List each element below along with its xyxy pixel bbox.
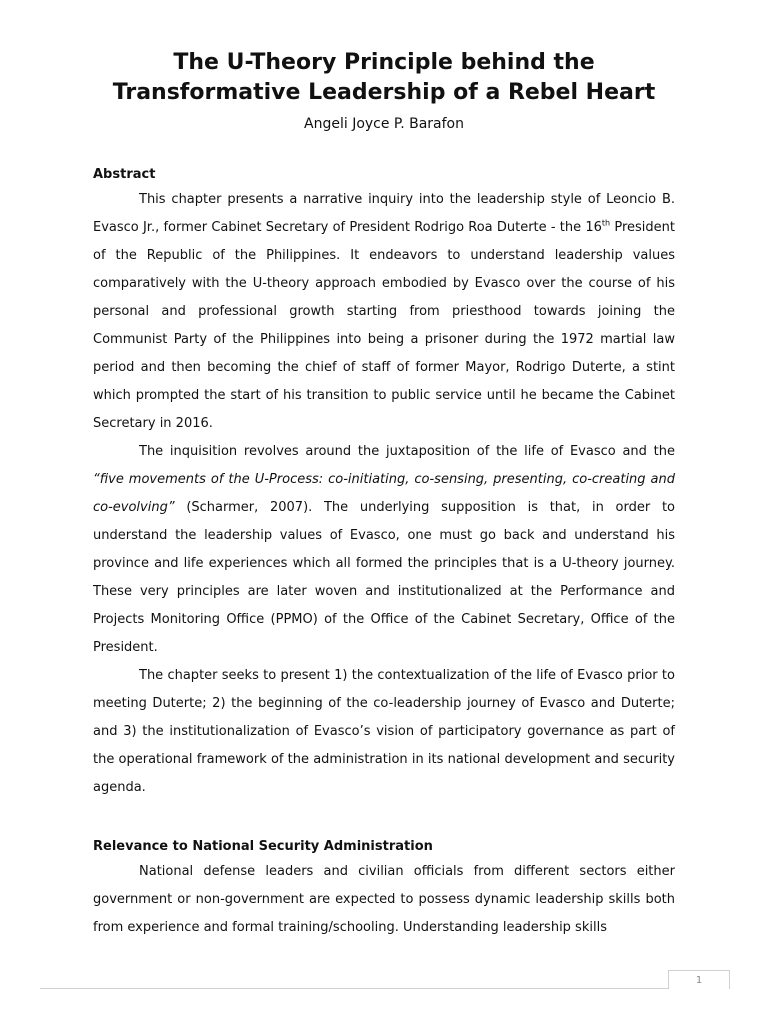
abstract-body bbox=[93, 186, 675, 802]
abstract-heading: Abstract bbox=[93, 167, 156, 182]
author-name: Angeli Joyce P. Barafon bbox=[304, 116, 464, 132]
abstract-p2-text-a: The inquisition revolves around the juxtaposition of the life of Evasco and the bbox=[139, 444, 675, 459]
abstract-paragraph-3: The chapter seeks to present 1) the contextualization of the life of Evasco prior to meeting Duterte; 2) the beginning of the co-leadership journey of Evasco and Duterte; and 3) the institutionalization of Evasco’s vision of participatory governance as part of the operational framework of the administration in its national development and security agenda. bbox=[93, 668, 675, 795]
relevance-body bbox=[93, 858, 675, 942]
page-number: 1 bbox=[668, 970, 730, 989]
relevance-paragraph-1: National defense leaders and civilian officials from different sectors either government or non-government are expected to possess dynamic leadership skills both from experience and formal training/schooling. Understanding leadership skills bbox=[93, 864, 675, 935]
title-line-1: The U-Theory Principle behind the bbox=[173, 50, 595, 75]
abstract-p2-text-b: (Scharmer, 2007). The underlying supposition is that, in order to understand the leadership values of Evasco, one must go back and understand his province and life experiences which all formed the principles that is a U-theory journey. These very principles are later woven and institutionalized at the Performance and Projects Monitoring Office (PPMO) of the Office of the Cabinet Secretary, Office of the President. bbox=[93, 500, 675, 655]
ordinal-suffix: th bbox=[601, 218, 611, 228]
u-process-quote: “five movements of the U-Process: co-initiating, co-sensing, presenting, co-creating and co-evolving” bbox=[93, 472, 675, 515]
abstract-p1-text-a: This chapter presents a narrative inquiry into the leadership style of Leoncio B. Evasco Jr., former Cabinet Secretary of President Rodrigo Roa Duterte - the 16 bbox=[93, 192, 675, 235]
relevance-heading: Relevance to National Security Administration bbox=[93, 839, 433, 854]
abstract-paragraph-1 bbox=[93, 186, 675, 438]
footer-rule bbox=[40, 988, 728, 989]
document-title bbox=[60, 48, 708, 108]
abstract-p1-text-b: President of the Republic of the Philippines. It endeavors to understand leadership values comparatively with the U-theory approach embodied by Evasco over the course of his personal and professional growth starting from priesthood towards joining the Communist Party of the Philippines into being a prisoner during the 1972 martial law period and then becoming the chief of staff of former Mayor, Rodrigo Duterte, a stint which prompted the start of his transition to public service until he became the Cabinet Secretary in 2016. bbox=[93, 220, 675, 431]
abstract-paragraph-2 bbox=[93, 438, 675, 662]
title-line-2: Transformative Leadership of a Rebel Heart bbox=[112, 80, 656, 105]
